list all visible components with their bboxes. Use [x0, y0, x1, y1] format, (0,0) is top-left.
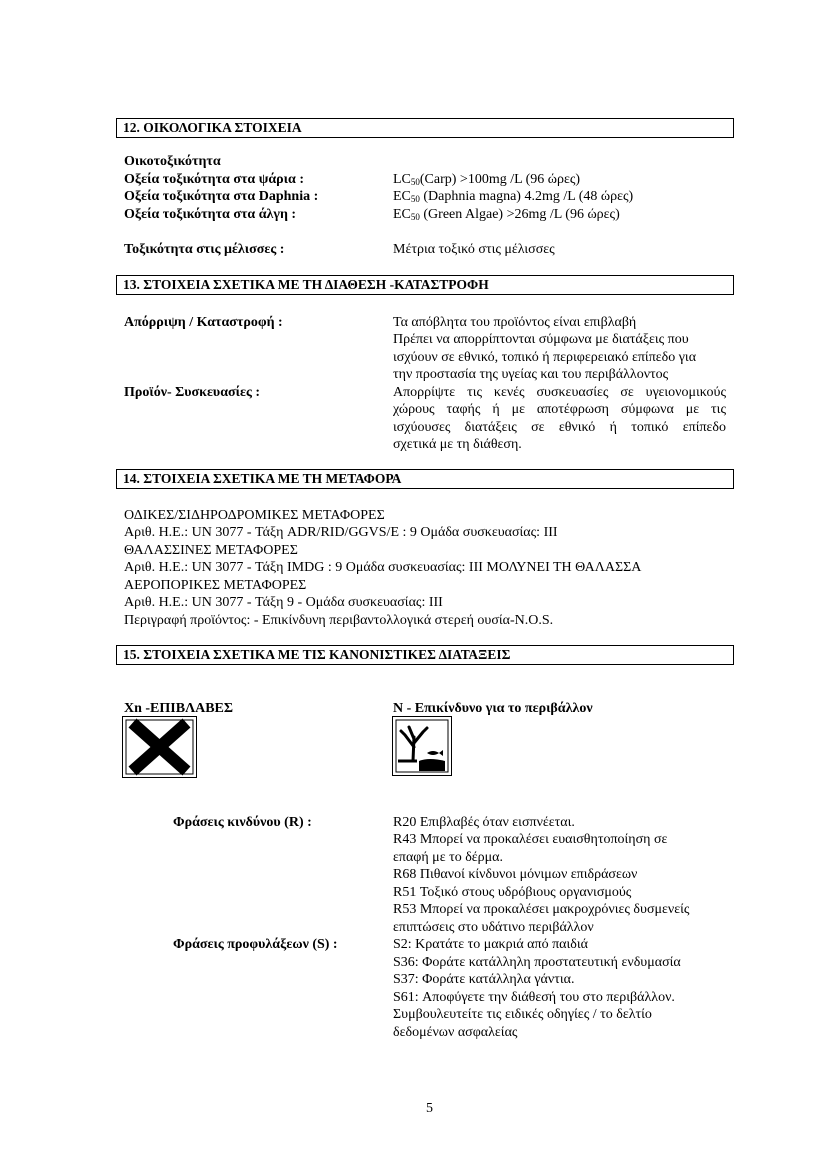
transport-line: Αριθ. Η.Ε.: UN 3077 - Τάξη IMDG : 9 Ομάδα συσκευασίας: III ΜΟΛΥΝΕΙ ΤΗ ΘΑΛΑΣΣΑ: [124, 560, 642, 575]
s-phrase-line: δεδομένων ασφαλείας: [393, 1025, 518, 1040]
s-phrase-line: S61: Αποφύγετε την διάθεσή του στο περιβάλλον.: [393, 990, 675, 1005]
section-13-header: 13. ΣΤΟΙΧΕΙΑ ΣΧΕΤΙΚΑ ΜΕ ΤΗ ΔΙΑΘΕΣΗ -ΚΑΤΑΣΤΡΟΦΗ: [116, 275, 734, 295]
packaging-line: Απορρίψτε τις κενές συσκευασίες σε υγειονομικούς: [393, 385, 726, 400]
algae-toxicity-value: [393, 206, 620, 224]
ecotoxicity-heading: Οικοτοξικότητα: [124, 154, 221, 169]
section-14-header: 14. ΣΤΟΙΧΕΙΑ ΣΧΕΤΙΚΑ ΜΕ ΤΗ ΜΕΤΑΦΟΡΑ: [116, 469, 734, 489]
bees-toxicity-label: Τοξικότητα στις μέλισσες :: [124, 242, 285, 257]
algae-value-rest: (Green Algae) >26mg /L (96 ώρες): [419, 207, 620, 222]
r-phrase-line: επιπτώσεις στο υδάτινο περιβάλλον: [393, 920, 594, 935]
r-phrase-line: R68 Πιθανοί κίνδυνοι μόνιμων επιδράσεων: [393, 867, 638, 882]
disposal-line: ισχύουν σε εθνικό, τοπικό ή περιφερειακό επίπεδο για: [393, 350, 697, 365]
daphnia-value-prefix: EC: [393, 189, 411, 204]
page-number: 5: [426, 1101, 433, 1116]
transport-line: ΘΑΛΑΣΣΙΝΕΣ ΜΕΤΑΦΟΡΕΣ: [124, 543, 298, 558]
fish-toxicity-value: [393, 171, 580, 189]
dead-tree-fish-environment-icon: [392, 716, 452, 776]
s-phrase-line: S36: Φοράτε κατάλληλη προστατευτική ενδυμασία: [393, 955, 681, 970]
r-phrase-line: R53 Μπορεί να προκαλέσει μακροχρόνιες δυσμενείς: [393, 902, 690, 917]
disposal-line: Τα απόβλητα του προϊόντος είναι επιβλαβή: [393, 315, 637, 330]
fish-value-sub: 50: [410, 177, 420, 187]
packaging-line: σχετικά με τη διάθεση.: [393, 437, 522, 452]
packaging-label: Προϊόν- Συσκευασίες :: [124, 385, 261, 400]
s-phrase-line: S37: Φοράτε κατάλληλα γάντια.: [393, 972, 575, 987]
transport-line: ΑΕΡΟΠΟΡΙΚΕΣ ΜΕΤΑΦΟΡΕΣ: [124, 578, 307, 593]
bees-toxicity-value: Μέτρια τοξικό στις μέλισσες: [393, 242, 555, 257]
algae-value-sub: 50: [410, 212, 420, 222]
transport-line: Περιγραφή προϊόντος: - Επικίνδυνη περιβαντολλογικά στερεή ουσία-N.O.S.: [124, 613, 554, 628]
transport-line: Αριθ. Η.Ε.: UN 3077 - Τάξη 9 - Ομάδα συσκευασίας: III: [124, 595, 443, 610]
daphnia-toxicity-value: [393, 188, 633, 206]
fish-value-rest: (Carp) >100mg /L (96 ώρες): [419, 172, 581, 187]
packaging-line: χώρους ταφής ή με αποτέφρωση σύμφωνα με τις: [393, 402, 726, 417]
transport-line: ΟΔΙΚΕΣ/ΣΙΔΗΡΟΔΡΟΜΙΚΕΣ ΜΕΤΑΦΟΡΕΣ: [124, 508, 385, 523]
r-phrase-line: R51 Τοξικό στους υδρόβιους οργανισμούς: [393, 885, 632, 900]
section-12-header: 12. ΟΙΚΟΛΟΓΙΚΑ ΣΤΟΙΧΕΙΑ: [116, 118, 734, 138]
section-15-header: 15. ΣΤΟΙΧΕΙΑ ΣΧΕΤΙΚΑ ΜΕ ΤΙΣ ΚΑΝΟΝΙΣΤΙΚΕΣ ΔΙΑΤΑΞΕΙΣ: [116, 645, 734, 665]
r-phrase-line: επαφή με το δέρμα.: [393, 850, 503, 865]
packaging-line: ισχύουσες διατάξεις σε εθνικό ή τοπικό επίπεδο: [393, 420, 726, 435]
daphnia-toxicity-label: Οξεία τοξικότητα στα Daphnia :: [124, 189, 319, 204]
fish-toxicity-label: Οξεία τοξικότητα στα ψάρια :: [124, 172, 304, 187]
disposal-line: την προστασία της υγείας και του περιβάλλοντος: [393, 367, 669, 382]
daphnia-value-sub: 50: [410, 194, 420, 204]
r-phrases-label: Φράσεις κινδύνου (R) :: [173, 815, 312, 830]
r-phrase-line: R20 Επιβλαβές όταν εισπνέεται.: [393, 815, 575, 830]
transport-line: Αριθ. Η.Ε.: UN 3077 - Τάξη ADR/RID/GGVS/E : 9 Ομάδα συσκευασίας: III: [124, 525, 558, 540]
disposal-line: Πρέπει να απορρίπτονται σύμφωνα με διατάξεις που: [393, 332, 689, 347]
n-label: N - Επικίνδυνο για το περιβάλλον: [393, 701, 593, 716]
xn-label: Xn -ΕΠΙΒΛΑΒΕΣ: [124, 701, 234, 716]
disposal-label: Απόρριψη / Καταστροφή :: [124, 315, 283, 330]
s-phrases-label: Φράσεις προφυλάξεων (S) :: [173, 937, 338, 952]
daphnia-value-rest: (Daphnia magna) 4.2mg /L (48 ώρες): [419, 189, 634, 204]
algae-toxicity-label: Οξεία τοξικότητα στα άλγη :: [124, 207, 297, 222]
s-phrase-line: S2: Κρατάτε το μακριά από παιδιά: [393, 937, 588, 952]
s-phrase-line: Συμβουλευτείτε τις ειδικές οδηγίες / το δελτίο: [393, 1007, 652, 1022]
algae-value-prefix: EC: [393, 207, 411, 222]
harmful-x-cross-icon: [122, 716, 197, 778]
r-phrase-line: R43 Μπορεί να προκαλέσει ευαισθητοποίηση σε: [393, 832, 668, 847]
fish-value-prefix: LC: [393, 172, 411, 187]
